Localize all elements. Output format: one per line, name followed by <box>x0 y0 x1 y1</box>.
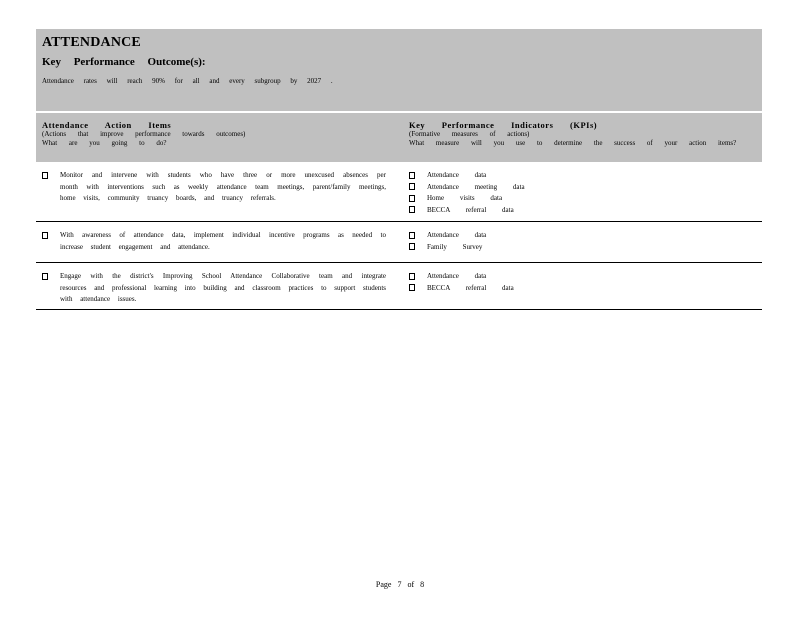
checkbox-icon <box>42 230 60 253</box>
outcome-text: Attendance rates will reach 90% for all and every subgroup by 2027 . <box>42 77 333 85</box>
checkbox-icon <box>409 170 427 182</box>
checkbox-icon <box>42 170 60 205</box>
checkbox-icon <box>409 205 427 217</box>
kpo-label: Key Performance Outcome(s): <box>42 56 206 68</box>
kpi-text: Home visits data <box>427 194 503 202</box>
kpi-item <box>409 230 749 242</box>
kpi-item <box>409 182 749 194</box>
checkbox-icon <box>409 182 427 194</box>
table-row <box>36 222 762 263</box>
kpi-title: Key Performance Indicators (KPIs) <box>409 120 598 130</box>
action-items-question: What are you going to do? <box>42 139 167 147</box>
action-items-subtitle: (Actions that improve performance towards outcomes) <box>42 130 246 138</box>
action-text: Monitor and intervene with students who have three or more unexcused absences per month with interventions such as weekly attendance team meetings, parent/family meetings, home visits, community truancy boards, and truancy referrals. <box>60 171 386 202</box>
kpi-cell <box>409 170 749 216</box>
checkbox-icon <box>409 283 427 295</box>
kpi-item <box>409 205 749 217</box>
kpi-text: Attendance data <box>427 231 487 239</box>
kpi-item <box>409 283 749 295</box>
kpi-item <box>409 242 749 254</box>
kpi-text: BECCA referral data <box>427 205 514 214</box>
kpi-text: Family Survey <box>427 242 483 251</box>
section-title: ATTENDANCE <box>42 35 141 50</box>
checkbox-icon <box>409 193 427 205</box>
kpi-item <box>409 271 749 283</box>
checkbox-icon <box>409 242 427 254</box>
action-cell <box>42 271 386 306</box>
kpi-item <box>409 193 749 205</box>
kpi-item <box>409 170 749 182</box>
table-row <box>36 162 762 222</box>
kpi-subtitle: (Formative measures of actions) <box>409 130 530 138</box>
kpi-text: Attendance data <box>427 272 487 280</box>
kpi-header <box>409 120 736 148</box>
kpi-cell <box>409 230 749 253</box>
action-items-header <box>42 120 245 148</box>
action-cell <box>42 170 386 205</box>
action-items-title: Attendance Action Items <box>42 120 172 130</box>
action-text: With awareness of attendance data, implement individual incentive programs as needed to increase student engagement and attendance. <box>60 231 386 251</box>
checkbox-icon <box>42 271 60 306</box>
kpi-question: What measure will you use to determine the success of your action items? <box>409 139 737 147</box>
column-header-band <box>36 113 762 162</box>
checkbox-icon <box>409 230 427 242</box>
attendance-banner <box>36 29 762 111</box>
action-cell <box>42 230 386 253</box>
kpi-text: Attendance meeting data <box>427 182 525 191</box>
kpi-text: BECCA referral data <box>427 283 514 292</box>
checkbox-icon <box>409 271 427 283</box>
action-text: Engage with the district's Improving School Attendance Collaborative team and integrate resources and professional learning into building and classroom practices to support students with attendance issues. <box>60 272 386 303</box>
table-row <box>36 263 762 310</box>
attendance-plan-sheet <box>36 29 762 310</box>
kpi-text: Attendance data <box>427 171 487 179</box>
kpi-cell <box>409 271 749 294</box>
page-number: Page 7 of 8 <box>375 580 425 589</box>
